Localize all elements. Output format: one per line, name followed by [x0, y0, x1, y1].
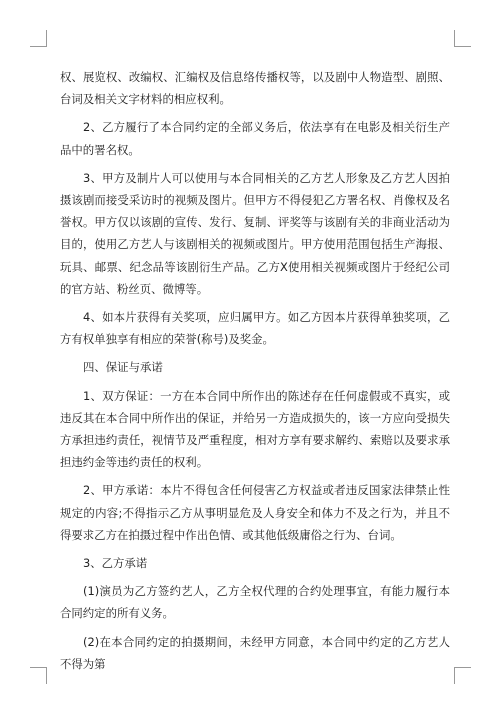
paragraph-party-a-commitment: 2、甲方承诺：本片不得包含任何侵害乙方权益或者违反国家法律禁止性规定的内容;不得指示乙方从事明显危及人身安全和体力不及之行为，并且不得要求乙方在拍摄过程中作出色情、或其他低级庸俗之行为、台词。	[60, 483, 450, 542]
crop-mark-bottom-left	[30, 667, 47, 684]
paragraph-mutual-guarantee: 1、双方保证：一方在本合同中所作出的陈述存在任何虚假或不真实，或违反其在本合同中所作出的保证，并给另一方造成损失的，该一方应向受损失方承担违约责任，视情节及严重程度，相对方享有要求解约、索赔以及要求承担违约金等违约责任的权利。	[60, 388, 450, 470]
crop-mark-bottom-right	[454, 667, 471, 684]
crop-mark-top-right	[454, 30, 471, 47]
paragraph-signature-right: 2、乙方履行了本合同约定的全部义务后，依法享有在电影及相关衍生产品中的署名权。	[60, 120, 450, 157]
section-heading-guarantees: 四、保证与承诺	[83, 360, 163, 375]
subheading-party-b-commitment: 3、乙方承诺	[83, 556, 148, 571]
paragraph-awards: 4、如本片获得有关奖项，应归属甲方。如乙方因本片获得单独奖项，乙方有权单独享有相应的荣誉(称号)及奖金。	[60, 310, 450, 347]
paragraph-continued-rights: 权、展览权、改编权、汇编权及信息络传播权等，以及剧中人物造型、剧照、台词及相关文字材料的相应权利。	[60, 70, 450, 107]
document-body	[60, 66, 450, 681]
crop-mark-top-left	[30, 30, 47, 47]
paragraph-image-usage: 3、甲方及制片人可以使用与本合同相关的乙方艺人形象及乙方艺人因拍摄该剧而接受采访时的视频及图片。但甲方不得侵犯乙方署名权、肖像权及名誉权。甲方仅以该剧的宣传、发行、复制、评奖等与该剧有关的非商业活动为目的，使用乙方艺人与该剧相关的视频或图片。甲方使用范围包括生产海报、玩具、邮票、纪念品等该剧衍生产品。乙方X使用相关视频或图片于经纪公司的官方站、粉丝页、微博等。	[60, 170, 450, 296]
paragraph-party-b-item-1: (1)演员为乙方签约艺人，乙方全权代理的合约处理事宜，有能力履行本合同约定的所有义务。	[60, 584, 450, 621]
paragraph-party-b-item-2: (2)在本合同约定的拍摄期间，未经甲方同意，本合同中约定的乙方艺人不得为第	[60, 634, 450, 671]
